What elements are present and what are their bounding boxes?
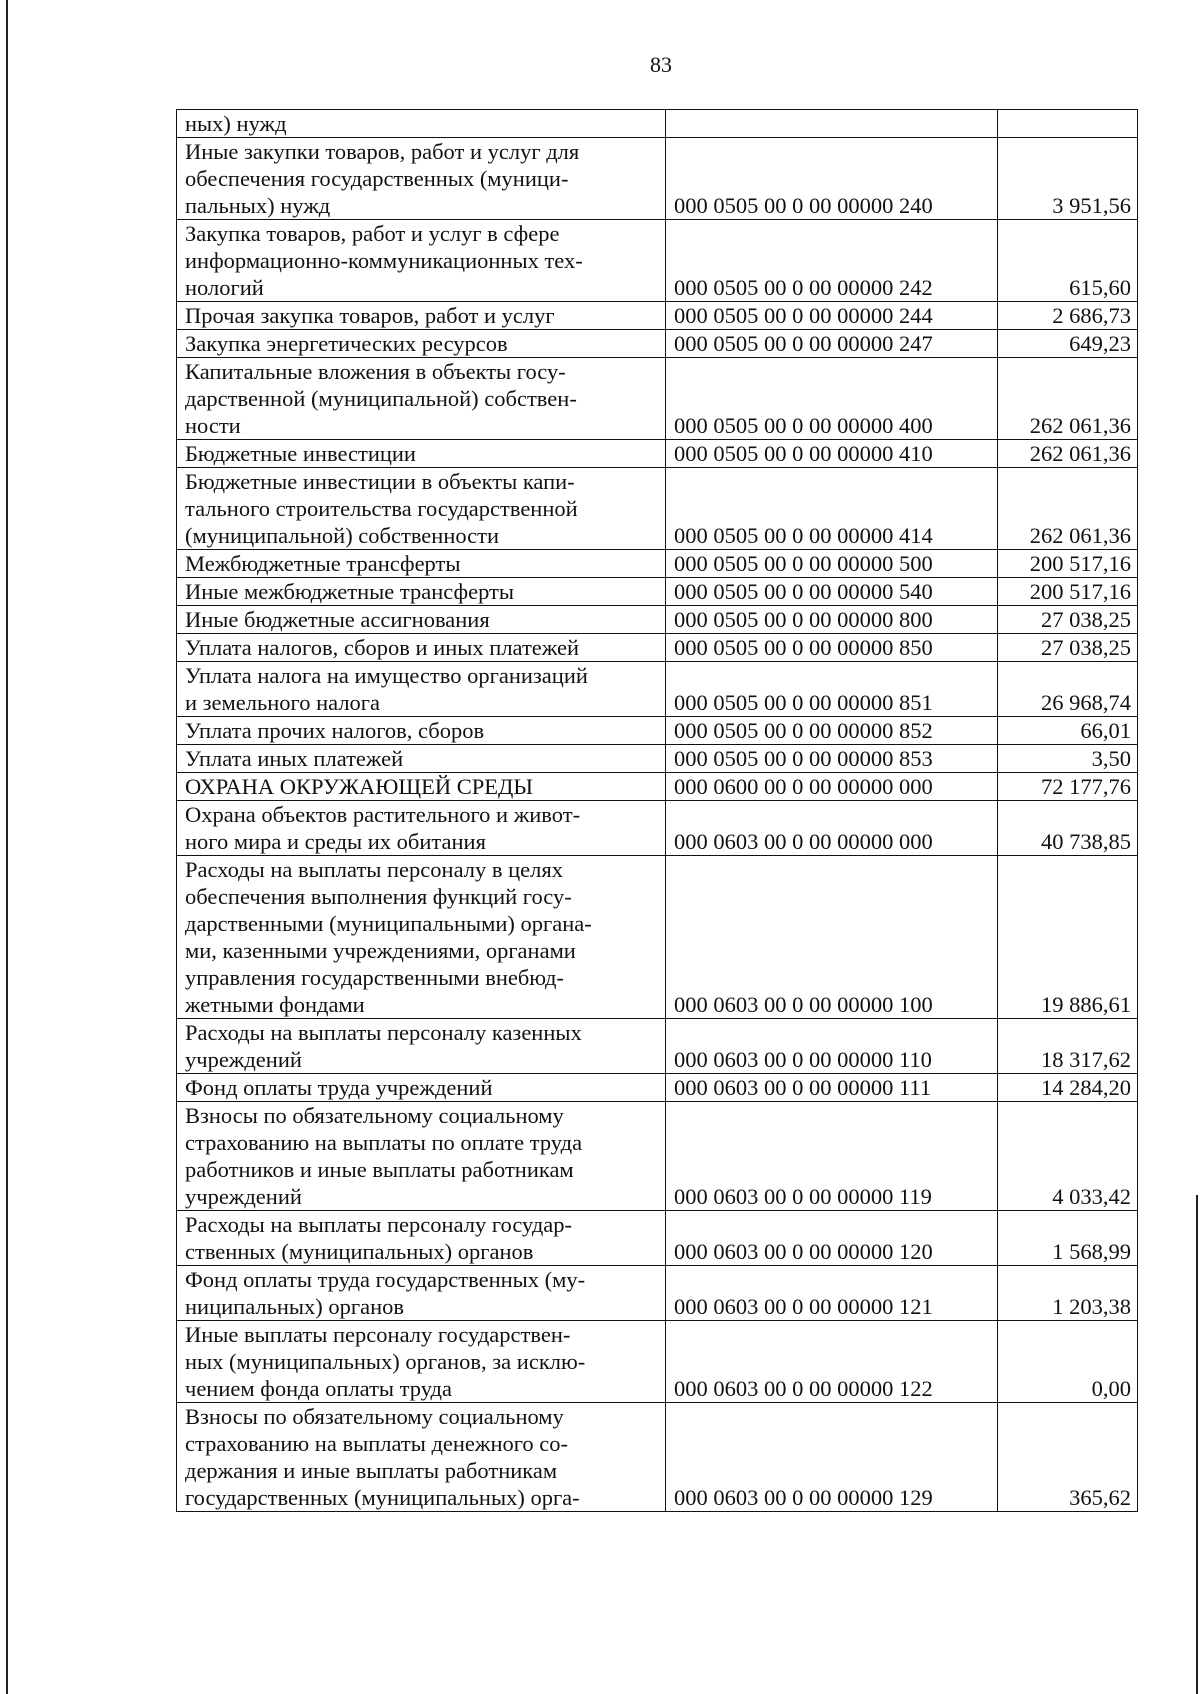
row-amount-cell: 262 061,36 (998, 358, 1138, 440)
row-amount-cell: 1 203,38 (998, 1266, 1138, 1321)
row-name-cell: ных) нужд (177, 110, 666, 138)
row-code-cell: 000 0603 00 0 00 00000 000 (666, 801, 998, 856)
row-name-cell: ОХРАНА ОКРУЖАЮЩЕЙ СРЕДЫ (177, 773, 666, 801)
table-row (177, 606, 1138, 634)
row-code-cell: 000 0603 00 0 00 00000 100 (666, 856, 998, 1019)
row-name-cell: Уплата налога на имущество организаций и земельного налога (177, 662, 666, 717)
row-amount-cell: 262 061,36 (998, 440, 1138, 468)
row-name-cell: Иные межбюджетные трансферты (177, 578, 666, 606)
row-code-cell: 000 0505 00 0 00 00000 500 (666, 550, 998, 578)
row-code-cell: 000 0505 00 0 00 00000 247 (666, 330, 998, 358)
scan-edge-line-left (6, 0, 8, 1694)
row-code-cell: 000 0505 00 0 00 00000 850 (666, 634, 998, 662)
scan-edge-line-right (1196, 1195, 1198, 1694)
table-row (177, 773, 1138, 801)
table-row (177, 1266, 1138, 1321)
row-code-cell: 000 0505 00 0 00 00000 414 (666, 468, 998, 550)
row-amount-cell: 262 061,36 (998, 468, 1138, 550)
row-name-cell: Фонд оплаты труда учреждений (177, 1074, 666, 1102)
table-row (177, 578, 1138, 606)
row-name-cell: Уплата прочих налогов, сборов (177, 717, 666, 745)
table-row (177, 220, 1138, 302)
row-code-cell: 000 0505 00 0 00 00000 852 (666, 717, 998, 745)
page-number: 83 (650, 52, 672, 77)
row-name-cell: Закупка товаров, работ и услуг в сфере информационно-коммуникационных тех- нологий (177, 220, 666, 302)
row-name-cell: Фонд оплаты труда государственных (му- ниципальных) органов (177, 1266, 666, 1321)
row-name-cell: Расходы на выплаты персоналу государ- ственных (муниципальных) органов (177, 1211, 666, 1266)
row-name-cell: Взносы по обязательному социальному страхованию на выплаты по оплате труда работников и иные выплаты работникам учреждений (177, 1102, 666, 1211)
table-row (177, 1019, 1138, 1074)
row-name-cell: Бюджетные инвестиции в объекты капи- тального строительства государственной (муниципальной) собственности (177, 468, 666, 550)
budget-table-body (177, 110, 1138, 1512)
row-code-cell: 000 0603 00 0 00 00000 120 (666, 1211, 998, 1266)
row-name-cell: Межбюджетные трансферты (177, 550, 666, 578)
row-amount-cell: 200 517,16 (998, 578, 1138, 606)
row-name-cell: Уплата налогов, сборов и иных платежей (177, 634, 666, 662)
table-row (177, 468, 1138, 550)
row-amount-cell: 3 951,56 (998, 138, 1138, 220)
row-code-cell: 000 0505 00 0 00 00000 853 (666, 745, 998, 773)
row-code-cell: 000 0505 00 0 00 00000 242 (666, 220, 998, 302)
row-amount-cell: 72 177,76 (998, 773, 1138, 801)
row-amount-cell (998, 110, 1138, 138)
row-code-cell: 000 0603 00 0 00 00000 110 (666, 1019, 998, 1074)
row-amount-cell: 0,00 (998, 1321, 1138, 1403)
row-name-cell: Капитальные вложения в объекты госу- дарственной (муниципальной) собствен- ности (177, 358, 666, 440)
row-name-cell: Иные бюджетные ассигнования (177, 606, 666, 634)
row-amount-cell: 27 038,25 (998, 606, 1138, 634)
row-amount-cell: 2 686,73 (998, 302, 1138, 330)
row-name-cell: Расходы на выплаты персоналу в целях обеспечения выполнения функций госу- дарственными (муниципальными) органа- ми, казенными учреждениями, органами управления государственными внебюд- жетными фондами (177, 856, 666, 1019)
table-row (177, 1321, 1138, 1403)
row-code-cell: 000 0505 00 0 00 00000 244 (666, 302, 998, 330)
row-code-cell: 000 0505 00 0 00 00000 800 (666, 606, 998, 634)
row-code-cell: 000 0600 00 0 00 00000 000 (666, 773, 998, 801)
row-amount-cell: 4 033,42 (998, 1102, 1138, 1211)
row-code-cell: 000 0505 00 0 00 00000 540 (666, 578, 998, 606)
row-amount-cell: 365,62 (998, 1403, 1138, 1512)
row-name-cell: Расходы на выплаты персоналу казенных учреждений (177, 1019, 666, 1074)
table-row (177, 440, 1138, 468)
row-amount-cell: 14 284,20 (998, 1074, 1138, 1102)
row-name-cell: Уплата иных платежей (177, 745, 666, 773)
table-row (177, 662, 1138, 717)
table-row (177, 330, 1138, 358)
table-row (177, 634, 1138, 662)
row-code-cell (666, 110, 998, 138)
row-amount-cell: 3,50 (998, 745, 1138, 773)
table-row (177, 856, 1138, 1019)
table-row (177, 550, 1138, 578)
row-amount-cell: 615,60 (998, 220, 1138, 302)
row-name-cell: Иные закупки товаров, работ и услуг для обеспечения государственных (муници- пальных) нужд (177, 138, 666, 220)
row-name-cell: Бюджетные инвестиции (177, 440, 666, 468)
row-amount-cell: 18 317,62 (998, 1019, 1138, 1074)
row-amount-cell: 27 038,25 (998, 634, 1138, 662)
row-code-cell: 000 0505 00 0 00 00000 240 (666, 138, 998, 220)
row-code-cell: 000 0603 00 0 00 00000 119 (666, 1102, 998, 1211)
row-amount-cell: 19 886,61 (998, 856, 1138, 1019)
row-code-cell: 000 0603 00 0 00 00000 111 (666, 1074, 998, 1102)
row-code-cell: 000 0603 00 0 00 00000 129 (666, 1403, 998, 1512)
table-row (177, 358, 1138, 440)
row-amount-cell: 66,01 (998, 717, 1138, 745)
table-row (177, 717, 1138, 745)
row-amount-cell: 1 568,99 (998, 1211, 1138, 1266)
row-amount-cell: 649,23 (998, 330, 1138, 358)
row-name-cell: Закупка энергетических ресурсов (177, 330, 666, 358)
row-name-cell: Иные выплаты персоналу государствен- ных (муниципальных) органов, за исклю- чением фонда оплаты труда (177, 1321, 666, 1403)
row-name-cell: Охрана объектов растительного и живот- ного мира и среды их обитания (177, 801, 666, 856)
row-amount-cell: 200 517,16 (998, 550, 1138, 578)
budget-table (176, 109, 1138, 1512)
row-amount-cell: 40 738,85 (998, 801, 1138, 856)
table-row (177, 1074, 1138, 1102)
row-code-cell: 000 0603 00 0 00 00000 122 (666, 1321, 998, 1403)
row-amount-cell: 26 968,74 (998, 662, 1138, 717)
row-code-cell: 000 0603 00 0 00 00000 121 (666, 1266, 998, 1321)
row-code-cell: 000 0505 00 0 00 00000 400 (666, 358, 998, 440)
table-row (177, 1403, 1138, 1512)
table-row (177, 110, 1138, 138)
table-row (177, 745, 1138, 773)
table-row (177, 302, 1138, 330)
table-row (177, 1102, 1138, 1211)
row-code-cell: 000 0505 00 0 00 00000 851 (666, 662, 998, 717)
table-row (177, 1211, 1138, 1266)
table-row (177, 138, 1138, 220)
row-name-cell: Взносы по обязательному социальному страхованию на выплаты денежного со- держания и иные выплаты работникам государственных (муниципальных) орга- (177, 1403, 666, 1512)
row-name-cell: Прочая закупка товаров, работ и услуг (177, 302, 666, 330)
row-code-cell: 000 0505 00 0 00 00000 410 (666, 440, 998, 468)
table-row (177, 801, 1138, 856)
